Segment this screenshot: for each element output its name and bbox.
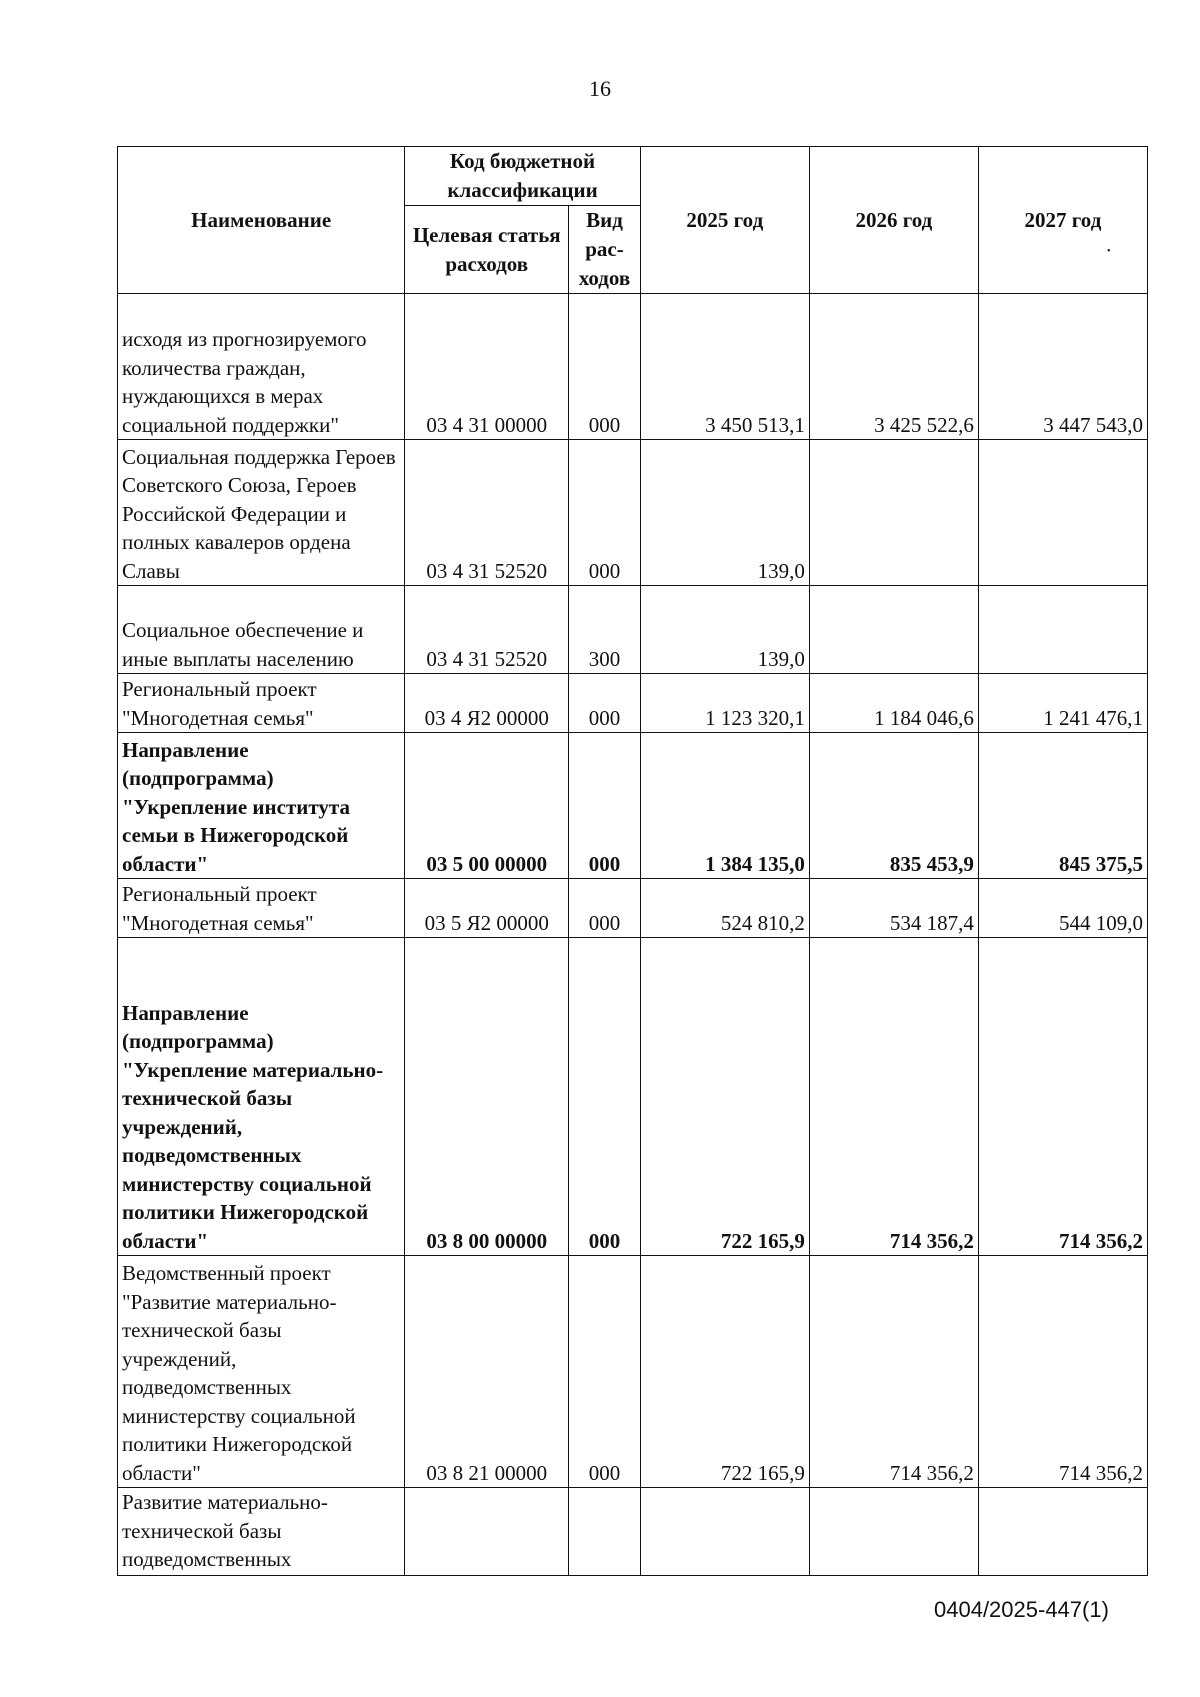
row-name: Ведомственный проект "Развитие материально-технической базы учреждений, подведомственных министерству социальной политики Нижегородской области" bbox=[118, 1256, 405, 1488]
row-2027 bbox=[978, 440, 1147, 586]
row-2026 bbox=[809, 1488, 978, 1576]
row-2027: 1 241 476,1 bbox=[978, 674, 1147, 733]
header-code-group: Код бюджетной классификации bbox=[405, 147, 640, 206]
table-row bbox=[118, 586, 1148, 674]
row-code: 03 4 31 00000 bbox=[405, 294, 569, 440]
row-name: Направление (подпрограмма) "Укрепление материально-технической базы учреждений, подведомственных министерству социальной политики Нижегородской области" bbox=[118, 938, 405, 1256]
budget-table bbox=[117, 146, 1148, 1576]
row-type bbox=[569, 1488, 641, 1576]
row-name: Развитие материально-технической базы подведомственных bbox=[118, 1488, 405, 1576]
row-type: 000 bbox=[569, 938, 641, 1256]
row-name: Региональный проект "Многодетная семья" bbox=[118, 879, 405, 938]
table-row bbox=[118, 1256, 1148, 1488]
row-2026: 714 356,2 bbox=[809, 938, 978, 1256]
row-2026: 1 184 046,6 bbox=[809, 674, 978, 733]
table-row bbox=[118, 294, 1148, 440]
header-2026: 2026 год bbox=[809, 147, 978, 294]
table-row-subprogram bbox=[118, 938, 1148, 1256]
row-2025: 1 123 320,1 bbox=[640, 674, 809, 733]
row-2026: 534 187,4 bbox=[809, 879, 978, 938]
row-2025: 722 165,9 bbox=[640, 938, 809, 1256]
row-type: 000 bbox=[569, 294, 641, 440]
header-name: Наименование bbox=[118, 147, 405, 294]
scan-speck: • bbox=[1107, 246, 1111, 257]
header-2025: 2025 год bbox=[640, 147, 809, 294]
row-type: 000 bbox=[569, 879, 641, 938]
row-code: 03 8 00 00000 bbox=[405, 938, 569, 1256]
row-2027: 714 356,2 bbox=[978, 938, 1147, 1256]
row-type: 000 bbox=[569, 1256, 641, 1488]
row-code: 03 5 Я2 00000 bbox=[405, 879, 569, 938]
row-type: 000 bbox=[569, 733, 641, 879]
row-2026: 3 425 522,6 bbox=[809, 294, 978, 440]
row-code: 03 8 21 00000 bbox=[405, 1256, 569, 1488]
row-2025: 524 810,2 bbox=[640, 879, 809, 938]
row-name: Социальная поддержка Героев Советского Союза, Героев Российской Федерации и полных кавалеров ордена Славы bbox=[118, 440, 405, 586]
table-row bbox=[118, 440, 1148, 586]
row-code: 03 4 31 52520 bbox=[405, 586, 569, 674]
table-header bbox=[118, 147, 1148, 294]
row-2025: 139,0 bbox=[640, 440, 809, 586]
row-2027 bbox=[978, 586, 1147, 674]
row-code: 03 4 31 52520 bbox=[405, 440, 569, 586]
row-type: 000 bbox=[569, 440, 641, 586]
row-type: 300 bbox=[569, 586, 641, 674]
row-2025: 139,0 bbox=[640, 586, 809, 674]
table-row bbox=[118, 879, 1148, 938]
row-2025 bbox=[640, 1488, 809, 1576]
row-code bbox=[405, 1488, 569, 1576]
row-2025: 722 165,9 bbox=[640, 1256, 809, 1488]
row-2027: 845 375,5 bbox=[978, 733, 1147, 879]
row-2027: 714 356,2 bbox=[978, 1256, 1147, 1488]
row-2027: 3 447 543,0 bbox=[978, 294, 1147, 440]
row-2027 bbox=[978, 1488, 1147, 1576]
header-expense-type: Вид рас- ходов bbox=[569, 206, 641, 294]
row-code: 03 4 Я2 00000 bbox=[405, 674, 569, 733]
row-code: 03 5 00 00000 bbox=[405, 733, 569, 879]
table-row-subprogram bbox=[118, 733, 1148, 879]
row-name: Направление (подпрограмма) "Укрепление института семьи в Нижегородской области" bbox=[118, 733, 405, 879]
row-2026: 714 356,2 bbox=[809, 1256, 978, 1488]
row-2027: 544 109,0 bbox=[978, 879, 1147, 938]
row-2025: 3 450 513,1 bbox=[640, 294, 809, 440]
row-2025: 1 384 135,0 bbox=[640, 733, 809, 879]
row-2026: 835 453,9 bbox=[809, 733, 978, 879]
header-target-article: Целевая статья расходов bbox=[405, 206, 569, 294]
row-name: Социальное обеспечение и иные выплаты населению bbox=[118, 586, 405, 674]
row-type: 000 bbox=[569, 674, 641, 733]
table-row bbox=[118, 1488, 1148, 1576]
row-2026 bbox=[809, 586, 978, 674]
document-number: 0404/2025-447(1) bbox=[934, 1597, 1109, 1622]
page-number: 16 bbox=[589, 76, 611, 101]
header-2027: 2027 год bbox=[978, 147, 1147, 294]
row-name: исходя из прогнозируемого количества граждан, нуждающихся в мерах социальной поддержки" bbox=[118, 294, 405, 440]
row-name: Региональный проект "Многодетная семья" bbox=[118, 674, 405, 733]
table-row bbox=[118, 674, 1148, 733]
row-2026 bbox=[809, 440, 978, 586]
